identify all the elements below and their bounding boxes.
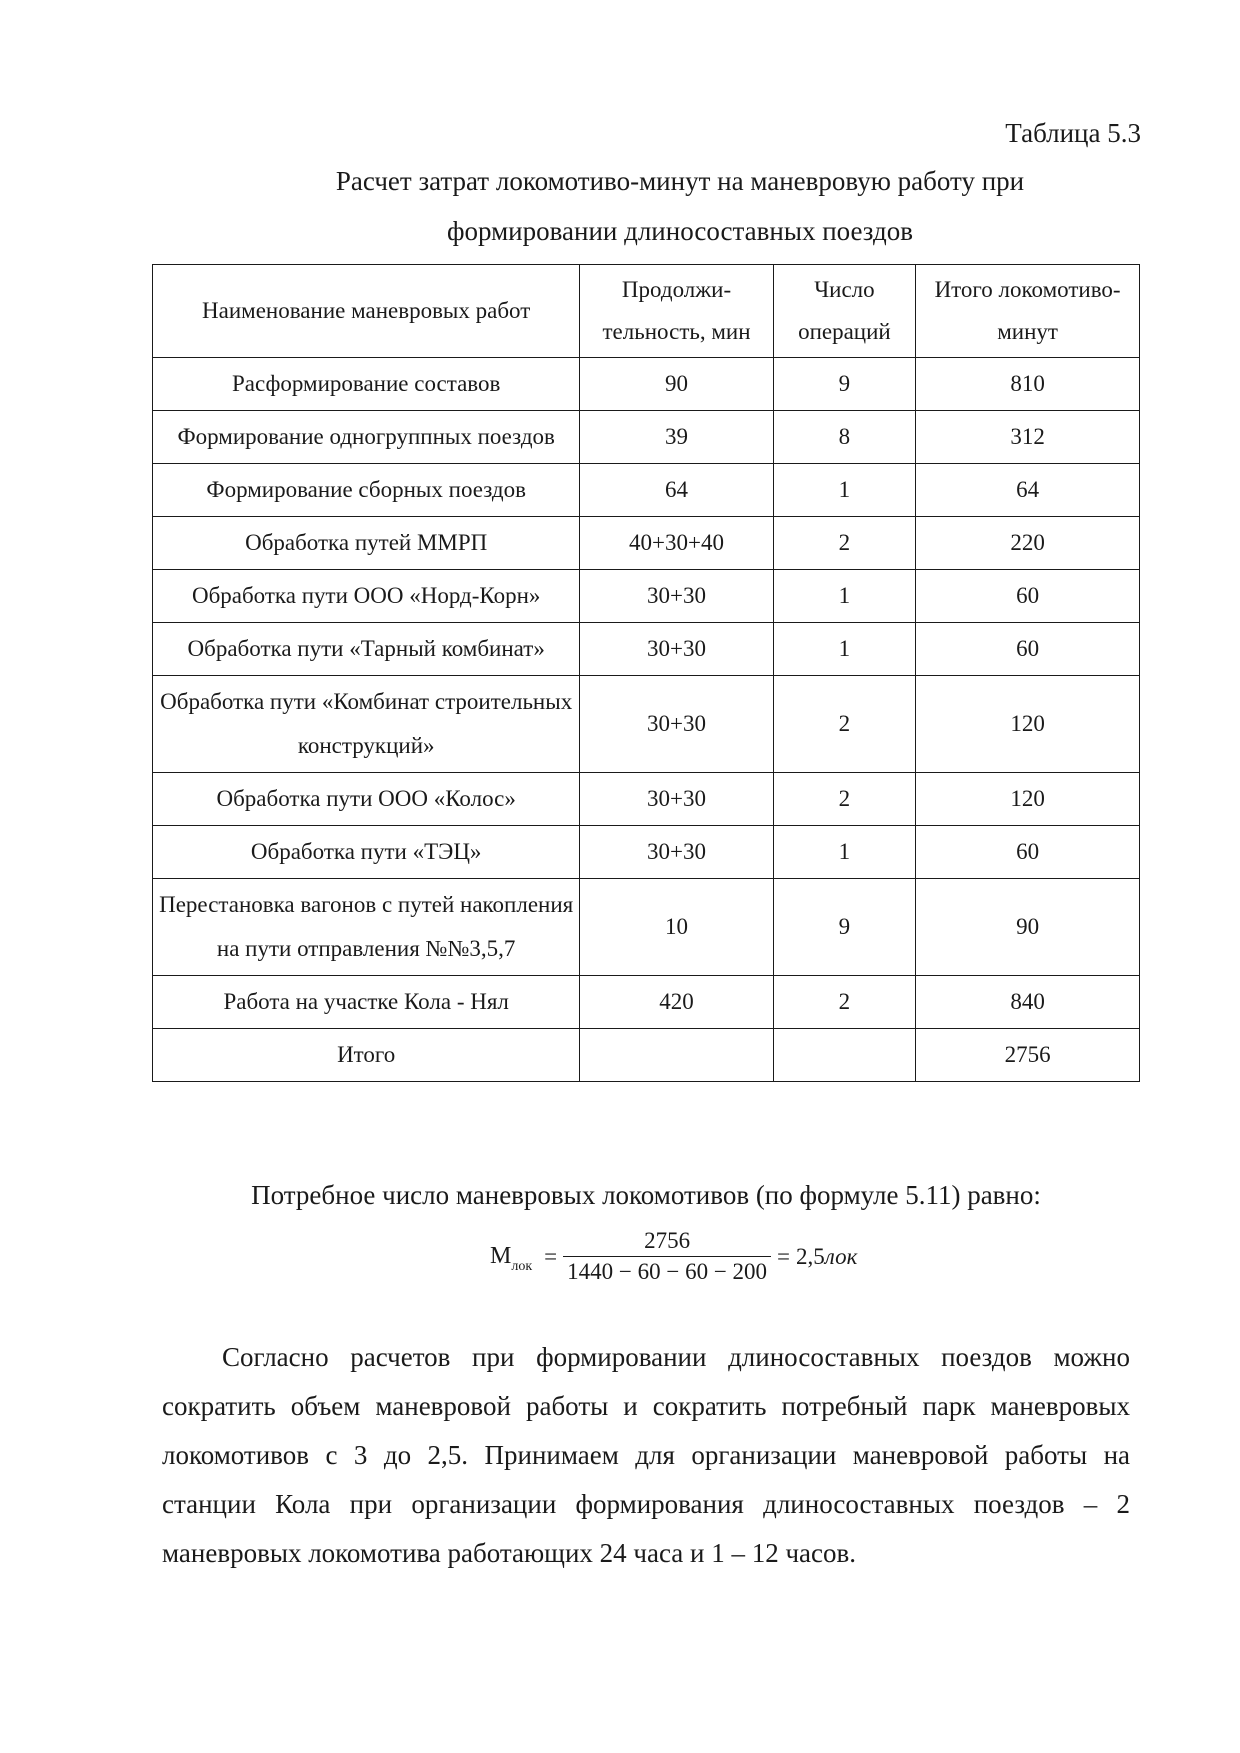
cell-total: 60 (916, 570, 1140, 623)
cell-total: 220 (916, 517, 1140, 570)
cell-total: 90 (916, 879, 1140, 976)
cell-operations: 2 (773, 517, 915, 570)
cell-operations: 1 (773, 623, 915, 676)
formula-denominator: 1440 − 60 − 60 − 200 (563, 1256, 771, 1285)
cell-operations: 9 (773, 358, 915, 411)
table-row (153, 623, 1140, 676)
cell-operations: 2 (773, 676, 915, 773)
cell-work-name: Обработка пути ООО «Норд-Корн» (153, 570, 580, 623)
cell-operations: 2 (773, 976, 915, 1029)
cell-duration: 30+30 (580, 826, 773, 879)
table-row (153, 879, 1140, 976)
formula-numerator: 2756 (644, 1228, 691, 1253)
cell-operations: 2 (773, 773, 915, 826)
cell-total: 120 (916, 773, 1140, 826)
cell-work-name: Обработка пути «ТЭЦ» (153, 826, 580, 879)
cell-work-name: Перестановка вагонов с путей накопления на пути отправления №№3,5,7 (153, 879, 580, 976)
table-row (153, 676, 1140, 773)
cell-work-name: Обработка пути ООО «Колос» (153, 773, 580, 826)
table-title-line-1: Расчет затрат локомотиво-минут на маневровую работу при (335, 166, 1025, 196)
shunting-work-table (152, 264, 1140, 1082)
formula-lhs-symbol: М (490, 1243, 512, 1269)
cell-operations: 1 (773, 570, 915, 623)
cell-duration: 420 (580, 976, 773, 1029)
cell-total: 60 (916, 826, 1140, 879)
cell-duration: 40+30+40 (580, 517, 773, 570)
table-row (153, 464, 1140, 517)
cell-duration (580, 1029, 773, 1082)
cell-operations: 1 (773, 464, 915, 517)
table-row (153, 358, 1140, 411)
cell-work-name: Обработка путей ММРП (153, 517, 580, 570)
table-row (153, 570, 1140, 623)
cell-duration: 90 (580, 358, 773, 411)
formula-fraction (563, 1228, 771, 1285)
cell-duration: 64 (580, 464, 773, 517)
formula-result-value: 2,5 (796, 1243, 825, 1269)
table-row (153, 773, 1140, 826)
cell-work-name: Обработка пути «Тарный комбинат» (153, 623, 580, 676)
formula-intro-text: Потребное число маневровых локомотивов (по формуле 5.11) равно: (251, 1180, 1041, 1210)
cell-duration: 39 (580, 411, 773, 464)
cell-total: 840 (916, 976, 1140, 1029)
table-title-line-2: формировании длиносоставных поездов (447, 216, 913, 246)
header-duration: Продолжи-тельность, мин (580, 265, 773, 358)
table-number: Таблица 5.3 (1005, 118, 1141, 148)
cell-work-name: Расформирование составов (153, 358, 580, 411)
header-work-name: Наименование маневровых работ (153, 265, 580, 358)
table-total-row (153, 1029, 1140, 1082)
cell-total: 312 (916, 411, 1140, 464)
cell-operations (773, 1029, 915, 1082)
table-row (153, 976, 1140, 1029)
cell-total-label: Итого (153, 1029, 580, 1082)
cell-work-name: Обработка пути «Комбинат строительных конструкций» (153, 676, 580, 773)
table-header-row (153, 265, 1140, 358)
cell-total: 64 (916, 464, 1140, 517)
cell-work-name: Работа на участке Кола - Нял (153, 976, 580, 1029)
formula-lhs-subscript: лок (511, 1258, 533, 1274)
table-row (153, 826, 1140, 879)
cell-total: 60 (916, 623, 1140, 676)
table-body (153, 358, 1140, 1082)
cell-operations: 8 (773, 411, 915, 464)
cell-duration: 30+30 (580, 676, 773, 773)
cell-work-name: Формирование сборных поездов (153, 464, 580, 517)
cell-total: 810 (916, 358, 1140, 411)
cell-duration: 10 (580, 879, 773, 976)
cell-operations: 9 (773, 879, 915, 976)
cell-duration: 30+30 (580, 773, 773, 826)
formula-equals-sign: = (777, 1243, 791, 1269)
header-total: Итого локомотиво-минут (916, 265, 1140, 358)
cell-work-name: Формирование одногруппных поездов (153, 411, 580, 464)
table-row (153, 411, 1140, 464)
cell-grand-total: 2756 (916, 1029, 1140, 1082)
cell-operations: 1 (773, 826, 915, 879)
cell-duration: 30+30 (580, 623, 773, 676)
formula-equals-sign: = (544, 1243, 558, 1269)
formula-result-unit: лок (824, 1243, 858, 1269)
header-operations: Число операций (773, 265, 915, 358)
locomotive-formula (490, 1228, 857, 1285)
cell-total: 120 (916, 676, 1140, 773)
conclusion-paragraph: Согласно расчетов при формировании длиносоставных поездов можно сократить объем маневровой работы и сократить потребный парк маневровых локомотивов с 3 до 2,5. Принимаем для организации маневровой работы на станции Кола при организации формирования длиносоставных поездов – 2 маневровых локомотива работающих 24 часа и 1 – 12 часов. (162, 1342, 1130, 1568)
table-row (153, 517, 1140, 570)
cell-duration: 30+30 (580, 570, 773, 623)
